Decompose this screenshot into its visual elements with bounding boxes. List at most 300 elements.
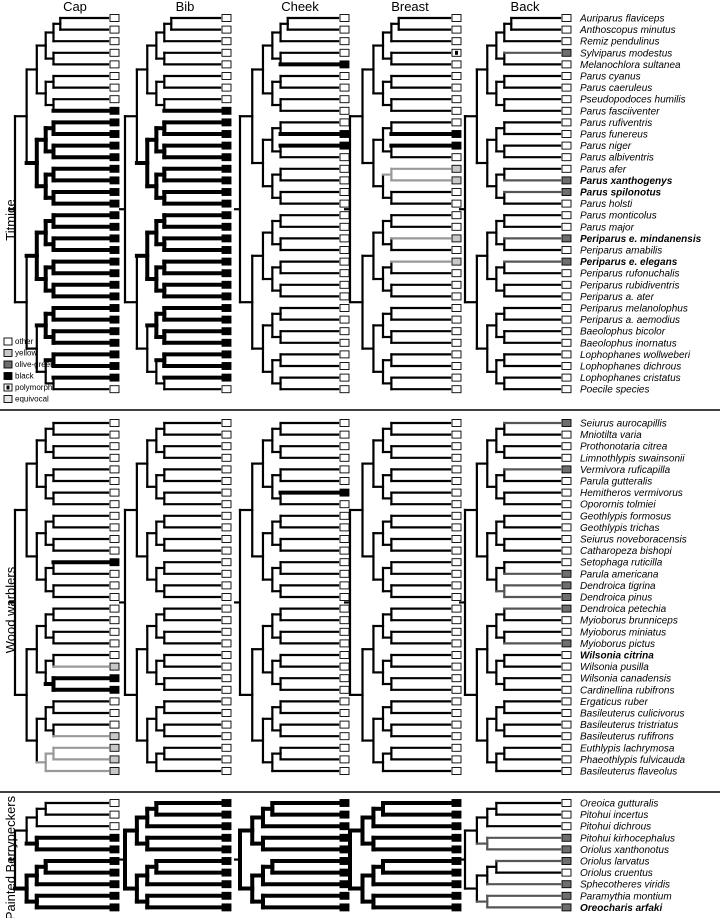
state-box <box>562 316 571 323</box>
state-box <box>340 698 349 705</box>
state-box <box>340 26 349 33</box>
state-box <box>110 524 119 531</box>
state-box <box>110 107 119 114</box>
state-box <box>562 431 571 438</box>
state-box <box>452 721 461 728</box>
state-box <box>340 258 349 265</box>
state-box <box>340 443 349 450</box>
state-box <box>562 212 571 219</box>
state-box <box>452 305 461 312</box>
state-box <box>562 177 571 184</box>
state-box <box>222 663 231 670</box>
state-box <box>562 559 571 566</box>
state-box <box>222 431 231 438</box>
state-box <box>562 869 571 876</box>
state-box <box>452 698 461 705</box>
state-box <box>340 628 349 635</box>
state-box <box>562 858 571 865</box>
species-label: Mniotilta varia <box>580 430 642 442</box>
state-box <box>562 652 571 659</box>
state-box <box>562 351 571 358</box>
state-box <box>452 811 461 818</box>
state-box <box>452 823 461 830</box>
state-box <box>340 800 349 807</box>
state-box <box>562 800 571 807</box>
state-box <box>340 823 349 830</box>
state-box <box>562 200 571 207</box>
state-box <box>452 756 461 763</box>
state-box <box>340 478 349 485</box>
species-label: Periparus rufonuchalis <box>580 268 680 280</box>
state-box <box>222 235 231 242</box>
species-label: Parus rufiventris <box>580 117 653 129</box>
state-box <box>340 834 349 841</box>
state-box <box>110 834 119 841</box>
state-box <box>452 26 461 33</box>
state-box <box>110 189 119 196</box>
state-box <box>222 15 231 22</box>
state-box <box>562 640 571 647</box>
state-box <box>222 489 231 496</box>
state-box <box>222 223 231 230</box>
state-box <box>110 652 119 659</box>
state-box <box>222 640 231 647</box>
state-box <box>562 84 571 91</box>
state-box <box>110 73 119 80</box>
species-label: Setophaga ruticilla <box>580 557 663 569</box>
state-box <box>340 235 349 242</box>
state-box <box>562 811 571 818</box>
state-box <box>340 363 349 370</box>
species-label: Geothlypis trichas <box>580 522 660 534</box>
species-label: Baeolophus bicolor <box>580 326 666 338</box>
state-box <box>110 223 119 230</box>
state-box <box>110 721 119 728</box>
state-box <box>452 165 461 172</box>
species-label: Poecile species <box>580 384 650 396</box>
state-box <box>562 478 571 485</box>
state-box <box>110 386 119 393</box>
species-label: Oriolus larvatus <box>580 856 650 868</box>
species-label: Cardinellina rubifrons <box>580 685 675 697</box>
species-label: Parus major <box>580 222 634 234</box>
species-label: Oriolus cruentus <box>580 868 653 880</box>
state-box <box>452 881 461 888</box>
species-label: Melanochlora sultanea <box>580 59 681 71</box>
state-box <box>110 363 119 370</box>
state-box <box>452 177 461 184</box>
state-box <box>222 582 231 589</box>
state-box <box>340 663 349 670</box>
state-box <box>110 431 119 438</box>
state-box <box>340 559 349 566</box>
state-box <box>222 316 231 323</box>
state-box <box>562 258 571 265</box>
column-header-back: Back <box>510 0 540 14</box>
state-box <box>110 293 119 300</box>
state-box <box>110 744 119 751</box>
state-box <box>562 617 571 624</box>
state-box <box>562 374 571 381</box>
state-box <box>110 904 119 911</box>
species-label: Sylviparus modestus <box>580 48 673 60</box>
state-box <box>222 834 231 841</box>
state-box <box>340 617 349 624</box>
species-label: Basileuterus culicivorus <box>580 708 685 720</box>
state-box <box>562 293 571 300</box>
state-box <box>340 512 349 519</box>
species-label: Periparus a. ater <box>580 291 654 303</box>
state-box <box>110 351 119 358</box>
state-box <box>110 570 119 577</box>
state-box <box>222 328 231 335</box>
state-box <box>222 119 231 126</box>
state-box <box>110 640 119 647</box>
state-box <box>562 582 571 589</box>
state-box <box>452 640 461 647</box>
state-box <box>222 869 231 876</box>
state-box <box>340 119 349 126</box>
species-label: Periparus rubidiventris <box>580 280 680 292</box>
state-box <box>222 26 231 33</box>
column-header-cap: Cap <box>63 0 87 14</box>
state-box <box>222 698 231 705</box>
state-box <box>562 223 571 230</box>
state-box <box>340 721 349 728</box>
state-box <box>452 834 461 841</box>
state-box <box>110 247 119 254</box>
state-box <box>452 686 461 693</box>
state-box <box>340 858 349 865</box>
state-box <box>452 582 461 589</box>
species-label: Catharopeza bishopi <box>580 546 672 558</box>
state-box <box>562 466 571 473</box>
state-box <box>452 524 461 531</box>
state-box <box>562 328 571 335</box>
state-box <box>222 466 231 473</box>
state-box <box>110 686 119 693</box>
species-label: Paramythia montium <box>580 891 672 903</box>
state-box <box>452 594 461 601</box>
state-box <box>340 524 349 531</box>
state-box <box>562 61 571 68</box>
state-box <box>222 49 231 56</box>
state-box <box>110 858 119 865</box>
legend-swatch-other <box>4 338 12 345</box>
state-box <box>222 846 231 853</box>
state-box <box>222 339 231 346</box>
state-box <box>562 881 571 888</box>
state-box <box>340 431 349 438</box>
state-box <box>110 339 119 346</box>
legend-swatch-equivocal <box>4 396 12 403</box>
state-box <box>452 107 461 114</box>
state-box <box>340 154 349 161</box>
state-box <box>110 594 119 601</box>
state-box <box>452 547 461 554</box>
state-box <box>562 189 571 196</box>
state-box <box>222 131 231 138</box>
state-box <box>562 675 571 682</box>
state-box <box>452 351 461 358</box>
state-box <box>222 420 231 427</box>
state-box <box>452 431 461 438</box>
state-box <box>340 570 349 577</box>
state-box <box>340 640 349 647</box>
state-box <box>452 512 461 519</box>
state-box <box>452 652 461 659</box>
state-box <box>222 652 231 659</box>
state-box <box>452 489 461 496</box>
state-box <box>222 800 231 807</box>
state-box <box>110 811 119 818</box>
state-box <box>562 49 571 56</box>
species-label: Dendroica pinus <box>580 592 653 604</box>
species-label: Lophophanes cristatus <box>580 373 681 385</box>
species-label: Parus xanthogenys <box>580 175 673 187</box>
state-box <box>562 892 571 899</box>
state-box <box>340 733 349 740</box>
species-label: Parula gutteralis <box>580 476 653 488</box>
state-box <box>222 154 231 161</box>
species-label: Phaeothlypis fulvicauda <box>580 754 686 766</box>
state-box <box>110 26 119 33</box>
species-label: Parus caeruleus <box>580 83 653 95</box>
state-box <box>452 363 461 370</box>
state-box <box>110 305 119 312</box>
state-box <box>222 559 231 566</box>
state-box <box>562 489 571 496</box>
state-box <box>110 512 119 519</box>
state-box <box>222 605 231 612</box>
state-box <box>340 84 349 91</box>
state-box <box>452 617 461 624</box>
state-box <box>562 570 571 577</box>
state-box <box>562 524 571 531</box>
state-box <box>562 339 571 346</box>
state-box <box>452 478 461 485</box>
species-label: Periparus amabilis <box>580 245 663 257</box>
state-box <box>452 869 461 876</box>
state-box <box>340 454 349 461</box>
state-box <box>562 834 571 841</box>
state-box <box>222 858 231 865</box>
state-box <box>110 501 119 508</box>
species-label: Lophophanes wollweberi <box>580 349 691 361</box>
state-box <box>340 281 349 288</box>
state-box <box>452 466 461 473</box>
state-box <box>110 316 119 323</box>
state-box <box>222 177 231 184</box>
state-box <box>222 189 231 196</box>
state-box <box>452 536 461 543</box>
state-box <box>452 38 461 45</box>
state-box <box>222 733 231 740</box>
state-box <box>562 686 571 693</box>
state-box <box>110 281 119 288</box>
state-box <box>562 744 571 751</box>
state-box <box>562 165 571 172</box>
state-box <box>562 235 571 242</box>
state-box <box>340 547 349 554</box>
species-label: Dendroica petechia <box>580 604 667 616</box>
state-box <box>452 386 461 393</box>
state-box <box>452 235 461 242</box>
species-label: Parus cyanus <box>580 71 641 83</box>
state-box <box>340 501 349 508</box>
state-box <box>562 73 571 80</box>
state-box <box>452 443 461 450</box>
state-box <box>110 15 119 22</box>
state-box <box>110 800 119 807</box>
state-box <box>452 281 461 288</box>
state-box <box>110 466 119 473</box>
state-box <box>452 293 461 300</box>
state-box <box>110 733 119 740</box>
state-box <box>110 420 119 427</box>
state-box <box>562 846 571 853</box>
state-box <box>222 443 231 450</box>
state-box <box>340 710 349 717</box>
group-label-1: Wood warblers <box>3 566 18 654</box>
state-box <box>340 881 349 888</box>
state-box <box>222 512 231 519</box>
state-box <box>562 386 571 393</box>
state-box <box>110 605 119 612</box>
state-box <box>562 363 571 370</box>
state-box <box>110 142 119 149</box>
state-box <box>340 270 349 277</box>
state-box <box>110 374 119 381</box>
state-box <box>222 305 231 312</box>
species-label: Pitohui kirhocephalus <box>580 833 676 845</box>
state-box <box>110 119 119 126</box>
state-box <box>222 478 231 485</box>
state-box <box>562 512 571 519</box>
state-box <box>222 61 231 68</box>
state-box <box>452 84 461 91</box>
legend-label: other <box>15 337 34 346</box>
legend-swatch-olive <box>4 361 12 368</box>
state-box <box>452 212 461 219</box>
state-box <box>562 305 571 312</box>
state-box <box>222 823 231 830</box>
state-box <box>340 605 349 612</box>
state-box <box>340 61 349 68</box>
state-box <box>452 846 461 853</box>
state-box <box>452 733 461 740</box>
state-box <box>110 823 119 830</box>
state-box <box>340 328 349 335</box>
state-box <box>222 756 231 763</box>
species-label: Basileuterus tristriatus <box>580 720 679 732</box>
species-label: Parula americana <box>580 569 659 581</box>
state-box <box>340 652 349 659</box>
state-box <box>340 811 349 818</box>
state-box <box>562 142 571 149</box>
state-box <box>340 768 349 775</box>
state-box <box>222 270 231 277</box>
state-box <box>110 478 119 485</box>
state-box <box>222 38 231 45</box>
state-box <box>340 223 349 230</box>
state-box <box>452 223 461 230</box>
species-label: Basileuterus rufifrons <box>580 731 674 743</box>
species-label: Anthoscopus minutus <box>580 25 676 37</box>
state-box <box>222 374 231 381</box>
column-header-cheek: Cheek <box>281 0 319 14</box>
species-label: Remiz pendulinus <box>580 36 660 48</box>
column-header-bib: Bib <box>175 0 195 14</box>
state-box <box>222 96 231 103</box>
state-box <box>222 570 231 577</box>
state-box <box>110 454 119 461</box>
state-box <box>452 675 461 682</box>
state-box <box>452 200 461 207</box>
state-box <box>562 281 571 288</box>
state-box <box>222 386 231 393</box>
state-box <box>110 154 119 161</box>
state-box <box>340 142 349 149</box>
state-box <box>452 247 461 254</box>
state-box <box>222 675 231 682</box>
state-box <box>222 165 231 172</box>
state-box <box>452 501 461 508</box>
state-box <box>222 768 231 775</box>
state-box <box>110 881 119 888</box>
state-box <box>562 733 571 740</box>
state-box <box>562 768 571 775</box>
state-box <box>222 351 231 358</box>
state-box <box>110 443 119 450</box>
species-label: Baeolophus inornatus <box>580 338 677 350</box>
state-box <box>110 547 119 554</box>
state-box <box>562 270 571 277</box>
species-label: Ergaticus ruber <box>580 696 648 708</box>
state-box <box>222 811 231 818</box>
state-box <box>452 420 461 427</box>
state-box <box>222 594 231 601</box>
state-box <box>110 846 119 853</box>
state-box <box>222 904 231 911</box>
state-box <box>110 582 119 589</box>
state-box <box>340 339 349 346</box>
legend-swatch-black <box>4 373 12 380</box>
species-label: Pseudopodoces humilis <box>580 94 686 106</box>
state-box <box>340 38 349 45</box>
state-box <box>340 594 349 601</box>
state-box <box>222 142 231 149</box>
state-box <box>562 904 571 911</box>
state-box <box>452 258 461 265</box>
species-label: Parus funereus <box>580 129 648 141</box>
state-box <box>340 131 349 138</box>
state-box <box>562 721 571 728</box>
state-box <box>340 212 349 219</box>
state-box <box>110 892 119 899</box>
state-box <box>562 547 571 554</box>
state-box <box>452 270 461 277</box>
state-box <box>340 293 349 300</box>
state-box <box>452 96 461 103</box>
state-box <box>222 293 231 300</box>
species-label: Wilsonia citrina <box>580 650 654 662</box>
species-label: Parus afer <box>580 164 627 176</box>
state-box <box>340 489 349 496</box>
state-box <box>340 386 349 393</box>
state-box <box>452 628 461 635</box>
state-box <box>110 675 119 682</box>
